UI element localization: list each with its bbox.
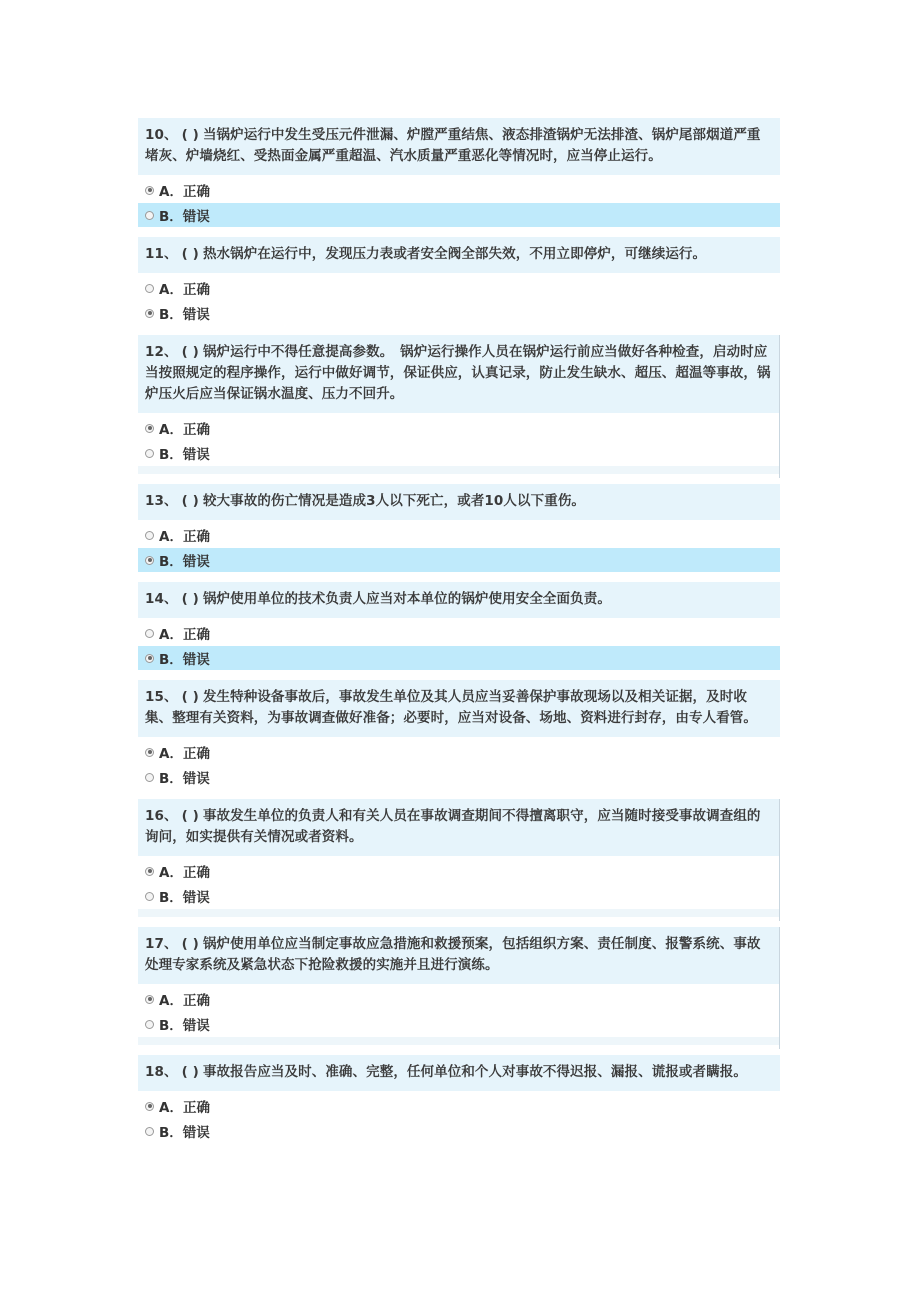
- option-label: A．正确: [159, 1100, 210, 1116]
- option-a[interactable]: [138, 178, 780, 202]
- question-number: 16、: [145, 808, 178, 824]
- options-group: [138, 856, 780, 908]
- question-text: [138, 799, 780, 856]
- option-label: A．正确: [159, 865, 210, 881]
- question-block: [138, 118, 780, 227]
- question-block: [138, 680, 780, 789]
- option-label: A．正确: [159, 422, 210, 438]
- radio-button[interactable]: [145, 531, 154, 540]
- option-label: A．正确: [159, 184, 210, 200]
- answer-blank: ( ): [181, 808, 199, 824]
- question-block: [138, 582, 780, 670]
- question-body: 锅炉运行中不得任意提高参数。 锅炉运行操作人员在锅炉运行前应当做好各种检查，启动时应当按照规定的程序操作，运行中做好调节，保证供应，认真记录，防止发生缺水、超压、超温等事故，锅炉压火后应当保证锅水温度、压力不回升。: [145, 344, 771, 402]
- question-body: 当锅炉运行中发生受压元件泄漏、炉膛严重结焦、液态排渣锅炉无法排渣、锅炉尾部烟道严重堵灰、炉墙烧红、受热面金属严重超温、汽水质量严重恶化等情况时，应当停止运行。: [145, 127, 761, 164]
- radio-button[interactable]: [145, 1020, 154, 1029]
- options-group: [138, 984, 780, 1036]
- question-number: 17、: [145, 936, 178, 952]
- question-number: 12、: [145, 344, 178, 360]
- question-body: 发生特种设备事故后，事故发生单位及其人员应当妥善保护事故现场以及相关证据，及时收集、整理有关资料，为事故调查做好准备；必要时，应当对设备、场地、资料进行封存，由专人看管。: [145, 689, 757, 726]
- radio-button[interactable]: [145, 424, 154, 433]
- block-footer: [138, 1037, 780, 1045]
- options-group: [138, 1091, 780, 1143]
- answer-blank: ( ): [181, 1064, 199, 1080]
- option-a[interactable]: [138, 987, 780, 1011]
- question-number: 11、: [145, 246, 178, 262]
- question-body: 事故报告应当及时、准确、完整，任何单位和个人对事故不得迟报、漏报、谎报或者瞒报。: [202, 1064, 747, 1080]
- options-group: [138, 273, 780, 325]
- option-b[interactable]: [138, 441, 780, 465]
- radio-button[interactable]: [145, 211, 154, 220]
- option-label: B．错误: [159, 307, 210, 323]
- options-group: [138, 737, 780, 789]
- question-block: [138, 1055, 780, 1143]
- option-b[interactable]: [138, 646, 780, 670]
- options-group: [138, 520, 780, 572]
- option-b[interactable]: [138, 548, 780, 572]
- option-label: B．错误: [159, 554, 210, 570]
- question-number: 14、: [145, 591, 178, 607]
- radio-button[interactable]: [145, 556, 154, 565]
- option-label: A．正确: [159, 746, 210, 762]
- option-b[interactable]: [138, 1012, 780, 1036]
- option-a[interactable]: [138, 859, 780, 883]
- radio-button[interactable]: [145, 654, 154, 663]
- answer-blank: ( ): [181, 127, 199, 143]
- question-block: [138, 237, 780, 325]
- question-block: [138, 484, 780, 572]
- radio-button[interactable]: [145, 748, 154, 757]
- option-label: B．错误: [159, 890, 210, 906]
- option-a[interactable]: [138, 523, 780, 547]
- option-a[interactable]: [138, 621, 780, 645]
- radio-button[interactable]: [145, 773, 154, 782]
- question-number: 10、: [145, 127, 178, 143]
- question-text: [138, 335, 780, 413]
- question-text: [138, 237, 780, 273]
- option-a[interactable]: [138, 416, 780, 440]
- radio-button[interactable]: [145, 867, 154, 876]
- answer-blank: ( ): [181, 246, 199, 262]
- radio-button[interactable]: [145, 186, 154, 195]
- option-a[interactable]: [138, 276, 780, 300]
- options-group: [138, 413, 780, 465]
- answer-blank: ( ): [181, 591, 199, 607]
- option-label: B．错误: [159, 447, 210, 463]
- question-body: 较大事故的伤亡情况是造成3人以下死亡，或者10人以下重伤。: [202, 493, 586, 509]
- option-label: B．错误: [159, 1018, 210, 1034]
- option-label: A．正确: [159, 627, 210, 643]
- option-b[interactable]: [138, 203, 780, 227]
- radio-button[interactable]: [145, 1127, 154, 1136]
- option-label: B．错误: [159, 771, 210, 787]
- radio-button[interactable]: [145, 284, 154, 293]
- question-text: [138, 484, 780, 520]
- question-text: [138, 1055, 780, 1091]
- answer-blank: ( ): [181, 344, 199, 360]
- question-block: [138, 799, 780, 917]
- option-label: A．正确: [159, 993, 210, 1009]
- option-a[interactable]: [138, 1094, 780, 1118]
- question-number: 18、: [145, 1064, 178, 1080]
- options-group: [138, 175, 780, 227]
- option-a[interactable]: [138, 740, 780, 764]
- option-label: A．正确: [159, 282, 210, 298]
- option-b[interactable]: [138, 765, 780, 789]
- answer-blank: ( ): [181, 689, 199, 705]
- question-text: [138, 118, 780, 175]
- option-b[interactable]: [138, 1119, 780, 1143]
- option-b[interactable]: [138, 884, 780, 908]
- question-body: 锅炉使用单位的技术负责人应当对本单位的锅炉使用安全全面负责。: [202, 591, 611, 607]
- question-number: 15、: [145, 689, 178, 705]
- radio-button[interactable]: [145, 449, 154, 458]
- answer-blank: ( ): [181, 493, 199, 509]
- question-text: [138, 927, 780, 984]
- question-number: 13、: [145, 493, 178, 509]
- question-body: 热水锅炉在运行中，发现压力表或者安全阀全部失效，不用立即停炉，可继续运行。: [202, 246, 707, 262]
- option-label: B．错误: [159, 652, 210, 668]
- question-body: 锅炉使用单位应当制定事故应急措施和救援预案，包括组织方案、责任制度、报警系统、事故处理专家系统及紧急状态下抢险救援的实施并且进行演练。: [145, 936, 761, 973]
- radio-button[interactable]: [145, 892, 154, 901]
- question-text: [138, 680, 780, 737]
- option-b[interactable]: [138, 301, 780, 325]
- radio-button[interactable]: [145, 309, 154, 318]
- quiz-list: [138, 118, 780, 1153]
- block-footer: [138, 466, 780, 474]
- options-group: [138, 618, 780, 670]
- question-text: [138, 582, 780, 618]
- question-block: [138, 335, 780, 474]
- block-footer: [138, 909, 780, 917]
- question-block: [138, 927, 780, 1045]
- answer-blank: ( ): [181, 936, 199, 952]
- question-body: 事故发生单位的负责人和有关人员在事故调查期间不得擅离职守，应当随时接受事故调查组的询问，如实提供有关情况或者资料。: [145, 808, 761, 845]
- option-label: A．正确: [159, 529, 210, 545]
- option-label: B．错误: [159, 209, 210, 225]
- radio-button[interactable]: [145, 995, 154, 1004]
- option-label: B．错误: [159, 1125, 210, 1141]
- radio-button[interactable]: [145, 1102, 154, 1111]
- radio-button[interactable]: [145, 629, 154, 638]
